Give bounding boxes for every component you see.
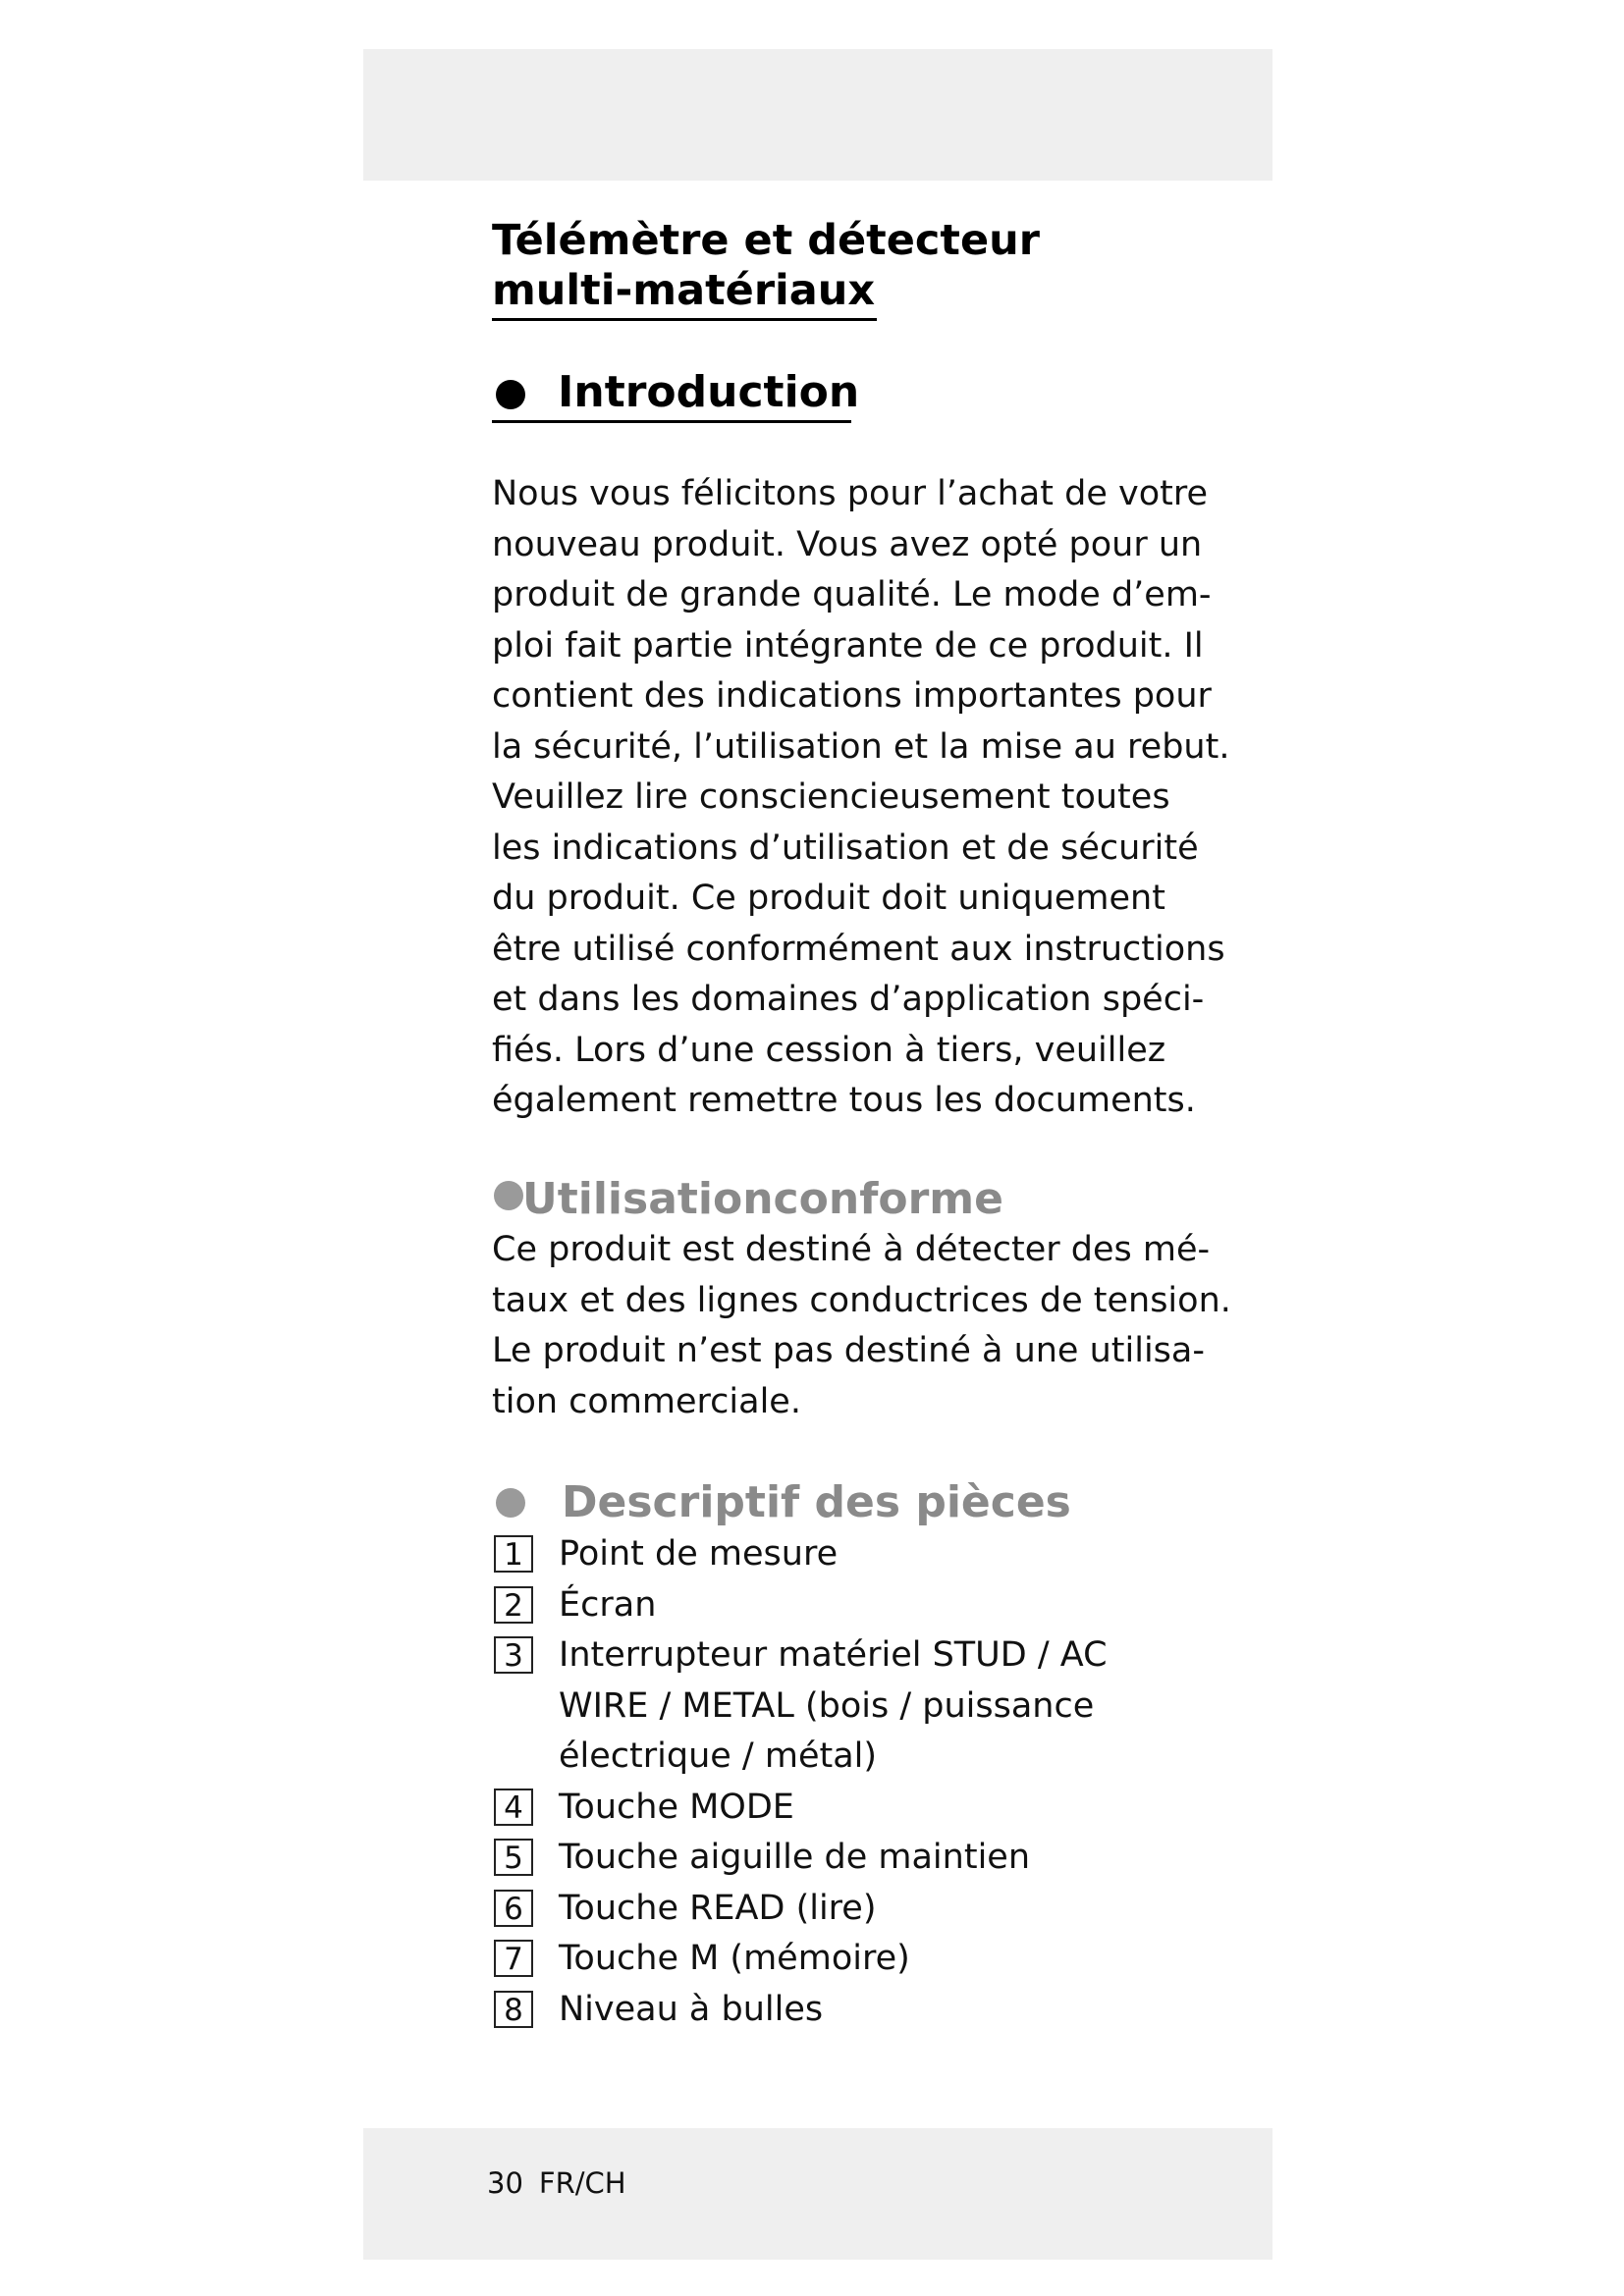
- part-label-line: Interrupteur matériel STUD / AC: [559, 1635, 1108, 1675]
- part-number-box: 2: [494, 1586, 533, 1624]
- text-line: et dans les domaines d’application spéci-: [492, 980, 1205, 1019]
- parts-list-item: [494, 1580, 1181, 1631]
- text-line: fiés. Lors d’une cession à tiers, veuillez: [492, 1030, 1166, 1070]
- header-band: [363, 49, 1272, 181]
- part-label-line: Point de mesure: [559, 1534, 839, 1574]
- page-number: 30: [487, 2166, 523, 2200]
- document-title-line-2: multi-matériaux: [492, 266, 876, 315]
- text-line: tion commerciale.: [492, 1381, 801, 1421]
- parts-list-item: [494, 1529, 1181, 1580]
- text-line: également remettre tous les documents.: [492, 1081, 1196, 1120]
- section-bullet-icon: [496, 380, 525, 409]
- part-number-box: 7: [494, 1940, 533, 1977]
- text-line: ploi fait partie intégrante de ce produit. Il: [492, 625, 1204, 666]
- section-bullet-icon: [494, 1181, 523, 1210]
- part-number-box: 5: [494, 1839, 533, 1876]
- part-number-box: 3: [494, 1636, 533, 1674]
- title-underline: [492, 318, 877, 321]
- part-label: [559, 1833, 1181, 1884]
- parts-list: [494, 1529, 1181, 2035]
- document-title: [492, 216, 1040, 316]
- part-label: [559, 1985, 1181, 2036]
- text-line: Nous vous félicitons pour l’achat de votre: [492, 474, 1208, 513]
- part-label: [559, 1783, 1181, 1834]
- text-line: nouveau produit. Vous avez opté pour un: [492, 524, 1203, 564]
- document-title-line-1: Télémètre et détecteur: [492, 216, 1040, 265]
- text-line: les indications d’utilisation et de sécurité: [492, 828, 1199, 868]
- introduction-underline: [492, 420, 851, 423]
- text-line: produit de grande qualité. Le mode d’em-: [492, 575, 1212, 614]
- intended-use-heading: Utilisationconforme: [522, 1174, 1003, 1224]
- part-label-line: WIRE / METAL (bois / puissance: [559, 1685, 1095, 1726]
- parts-list-item: [494, 1630, 1181, 1783]
- text-line: du produit. Ce produit doit uniquement: [492, 879, 1165, 918]
- introduction-heading: Introduction: [558, 367, 860, 417]
- part-label-line: électrique / métal): [559, 1736, 878, 1776]
- parts-heading: Descriptif des pièces: [562, 1477, 1071, 1527]
- locale-code: FR/CH: [538, 2166, 626, 2200]
- part-number-box: 1: [494, 1535, 533, 1573]
- part-label-line: Écran: [559, 1584, 657, 1625]
- parts-list-item: [494, 1934, 1181, 1985]
- part-number-box: 4: [494, 1789, 533, 1826]
- part-label-line: Niveau à bulles: [559, 1989, 824, 2029]
- intended-use-paragraph: [492, 1225, 1231, 1427]
- parts-list-item: [494, 1783, 1181, 1834]
- introduction-paragraph: [492, 469, 1230, 1127]
- part-label-line: Touche M (mémoire): [559, 1939, 910, 1978]
- part-label-line: Touche aiguille de maintien: [559, 1838, 1031, 1877]
- text-line: la sécurité, l’utilisation et la mise au rebut.: [492, 726, 1230, 767]
- parts-list-item: [494, 1884, 1181, 1935]
- section-bullet-icon: [496, 1488, 525, 1518]
- part-label: [559, 1884, 1181, 1935]
- text-line: Le produit n’est pas destiné à une utilisa-: [492, 1331, 1205, 1370]
- part-label-line: Touche MODE: [559, 1787, 794, 1827]
- part-label: [559, 1630, 1181, 1783]
- text-line: Veuillez lire consciencieusement toutes: [492, 777, 1170, 817]
- part-label: [559, 1934, 1181, 1985]
- page-footer: [487, 2163, 626, 2203]
- text-line: être utilisé conformément aux instructions: [492, 929, 1225, 969]
- part-number-box: 6: [494, 1890, 533, 1927]
- parts-list-item: [494, 1833, 1181, 1884]
- text-line: Ce produit est destiné à détecter des mé-: [492, 1230, 1211, 1269]
- part-number-box: 8: [494, 1991, 533, 2028]
- part-label: [559, 1529, 1181, 1580]
- part-label: [559, 1580, 1181, 1631]
- text-line: taux et des lignes conductrices de tension.: [492, 1280, 1231, 1320]
- parts-list-item: [494, 1985, 1181, 2036]
- text-line: contient des indications importantes pour: [492, 676, 1212, 716]
- part-label-line: Touche READ (lire): [559, 1888, 877, 1928]
